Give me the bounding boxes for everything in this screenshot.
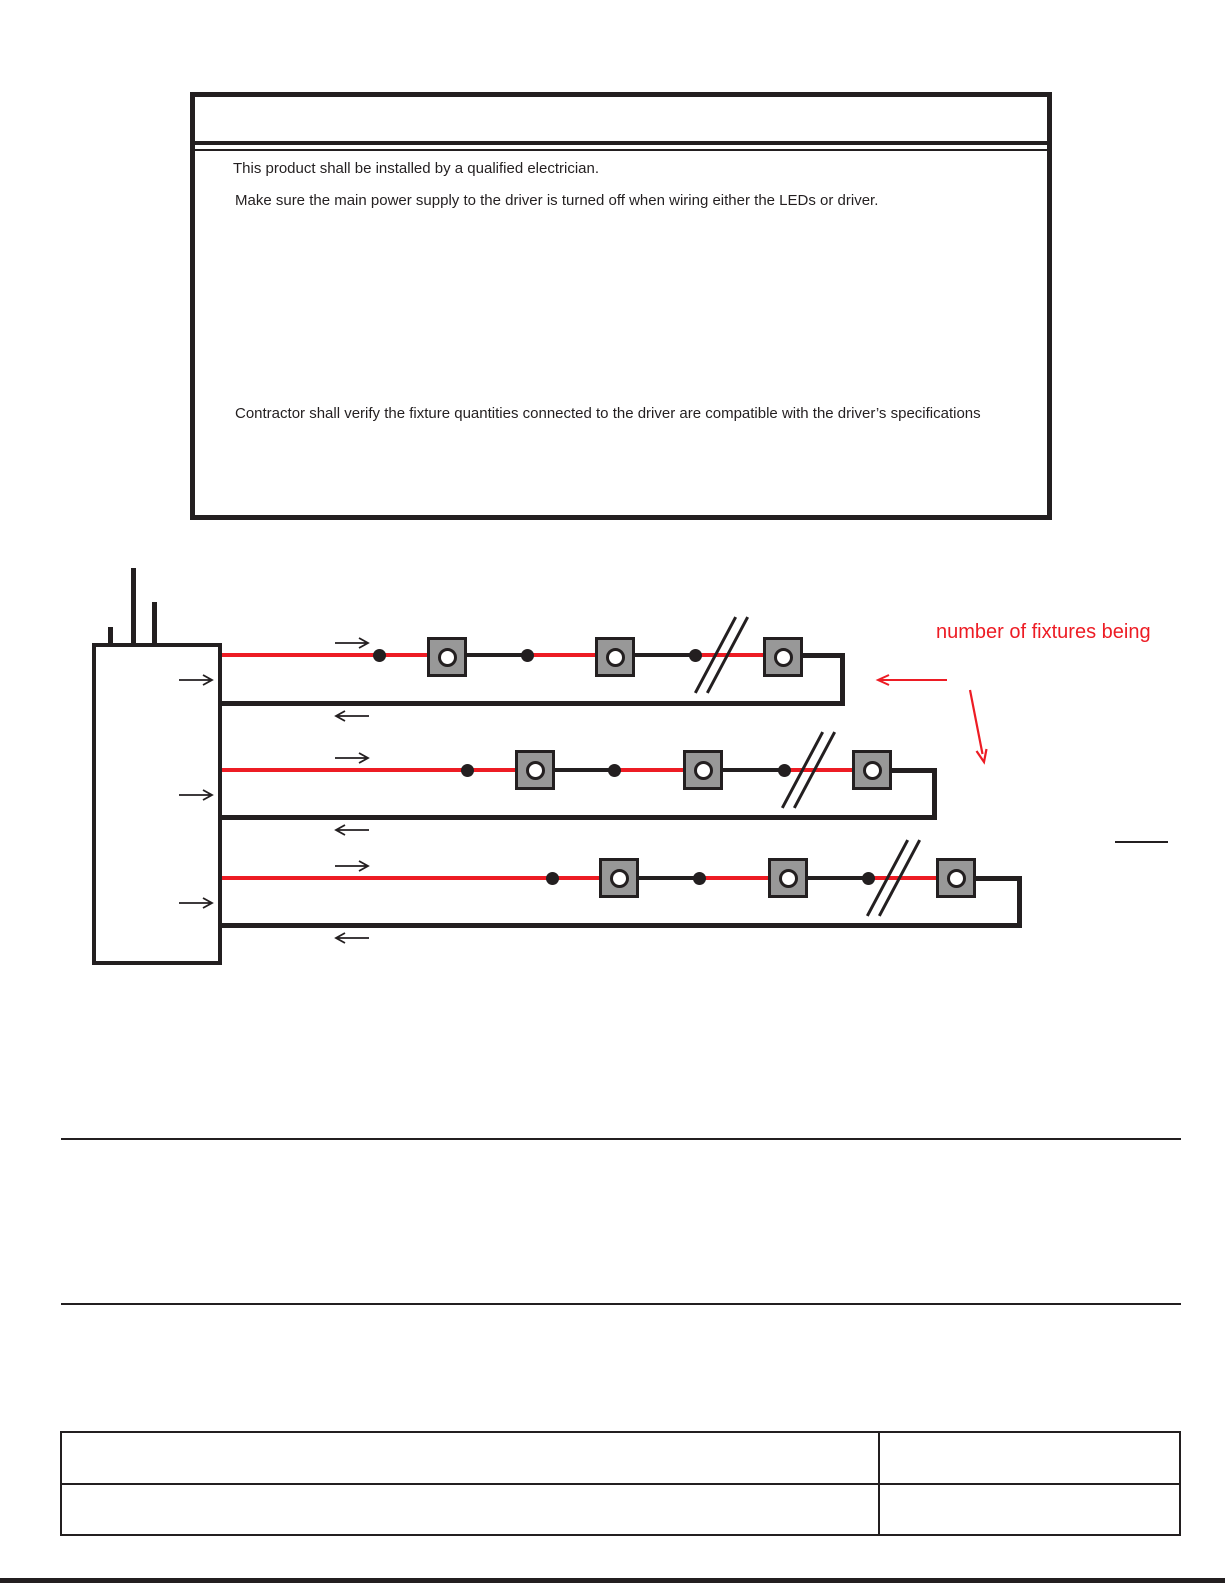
junction-dot — [693, 872, 706, 885]
table-cell — [880, 1433, 1179, 1483]
fixture-icon — [595, 637, 635, 677]
annotation-text: number of fixtures being — [936, 621, 1151, 643]
junction-dot — [778, 764, 791, 777]
junction-dot — [608, 764, 621, 777]
table-cell — [62, 1485, 880, 1535]
junction-dot — [689, 649, 702, 662]
fixture-aperture — [863, 761, 882, 780]
black-wire-segment — [890, 768, 937, 773]
black-wire-segment — [633, 653, 697, 657]
table-row — [62, 1433, 1179, 1485]
fixture-aperture — [526, 761, 545, 780]
fixture-aperture — [947, 869, 966, 888]
warning-text-line-1: This product shall be installed by a qualified electrician. — [233, 160, 600, 177]
table-cell — [62, 1433, 880, 1483]
black-wire-segment — [801, 653, 845, 658]
flow-arrow-left-icon — [334, 709, 370, 728]
fixture-icon — [936, 858, 976, 898]
fixture-icon — [763, 637, 803, 677]
junction-dot — [461, 764, 474, 777]
section-divider — [61, 1303, 1181, 1305]
black-wire-segment — [637, 876, 701, 880]
red-wire-segment — [218, 653, 427, 657]
return-wire — [218, 815, 937, 820]
flow-arrow-left-icon — [334, 931, 370, 950]
corner-wire — [1017, 876, 1022, 928]
junction-dot — [373, 649, 386, 662]
red-wire-segment — [699, 876, 768, 880]
annotation-arrow-down-icon — [960, 688, 1000, 777]
fixture-aperture — [774, 648, 793, 667]
flow-arrow-left-icon — [334, 823, 370, 842]
fixture-aperture — [694, 761, 713, 780]
red-wire-segment — [218, 876, 599, 880]
red-wire-segment — [695, 653, 765, 657]
black-wire-segment — [721, 768, 786, 772]
flow-arrow-right-icon — [334, 751, 370, 770]
return-wire — [218, 701, 845, 706]
table-row — [62, 1485, 1179, 1535]
driver-output-arrow-icon — [178, 673, 214, 692]
warning-text-line-3: Contractor shall verify the fixture quantities connected to the driver are compatible with the driver’s specifications — [235, 405, 981, 422]
corner-wire — [840, 653, 845, 706]
fixture-icon — [427, 637, 467, 677]
black-wire-segment — [974, 876, 1022, 881]
red-wire-segment — [527, 653, 595, 657]
spec-table — [60, 1431, 1181, 1536]
warning-text-line-2: Make sure the main power supply to the driver is turned off when wiring either the LEDs or driver. — [235, 192, 879, 209]
fixture-aperture — [438, 648, 457, 667]
fixture-icon — [768, 858, 808, 898]
driver-output-arrow-icon — [178, 788, 214, 807]
red-wire-segment — [614, 768, 683, 772]
fixture-icon — [852, 750, 892, 790]
junction-dot — [546, 872, 559, 885]
junction-dot — [862, 872, 875, 885]
corner-wire — [932, 768, 937, 820]
reference-line — [1115, 841, 1168, 843]
flow-arrow-right-icon — [334, 636, 370, 655]
fixture-icon — [515, 750, 555, 790]
red-wire-segment — [784, 768, 854, 772]
fixture-aperture — [610, 869, 629, 888]
return-wire — [218, 923, 1022, 928]
red-wire-segment — [868, 876, 938, 880]
black-wire-segment — [806, 876, 870, 880]
fixture-aperture — [779, 869, 798, 888]
table-cell — [880, 1485, 1179, 1535]
driver-input-lead — [152, 602, 157, 645]
page-footer-bar — [0, 1578, 1225, 1583]
black-wire-segment — [553, 768, 616, 772]
annotation-arrow-left-icon — [872, 672, 950, 693]
black-wire-segment — [465, 653, 529, 657]
fixture-icon — [599, 858, 639, 898]
section-divider — [61, 1138, 1181, 1140]
driver-output-arrow-icon — [178, 896, 214, 915]
junction-dot — [521, 649, 534, 662]
fixture-aperture — [606, 648, 625, 667]
flow-arrow-right-icon — [334, 859, 370, 878]
driver-input-lead — [131, 568, 136, 645]
fixture-icon — [683, 750, 723, 790]
